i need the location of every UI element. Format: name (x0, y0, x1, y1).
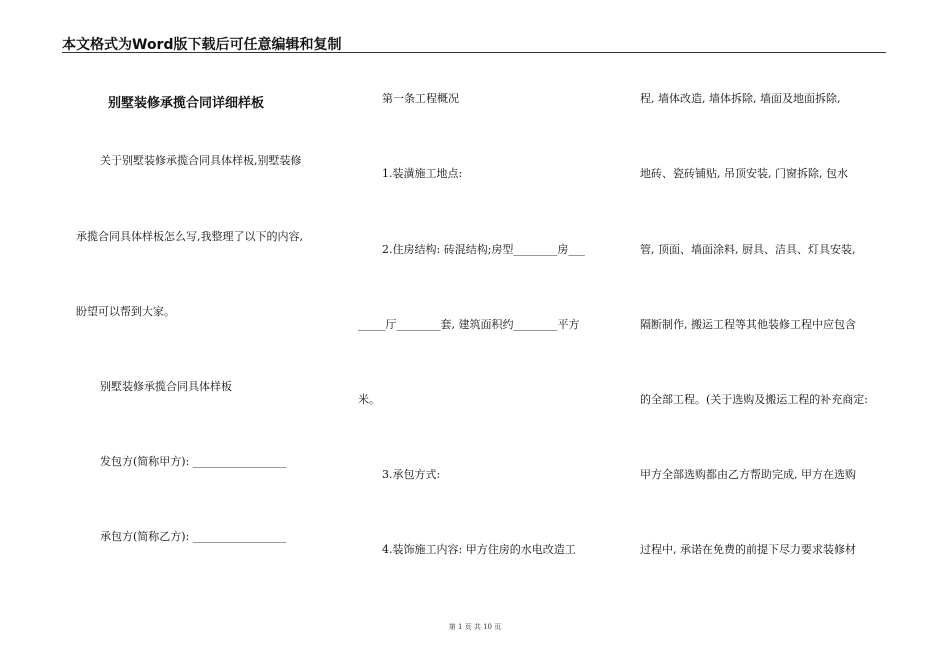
paragraph-line: 管, 顶面、墙面涂料, 厨具、洁具、灯具安装, (640, 243, 856, 256)
paragraph-line: 地砖、瓷砖铺贴, 吊顶安装, 门窗拆除, 包水 (640, 167, 848, 180)
paragraph-line: 4.装饰施工内容: 甲方住房的水电改造工 (382, 543, 576, 556)
header-divider (62, 52, 886, 53)
section-heading: 第一条工程概况 (382, 92, 459, 105)
paragraph-line: 的全部工程。(关于选购及搬运工程的补充商定: (640, 393, 868, 406)
document-title: 别墅装修承揽合同详细样板 (108, 96, 265, 111)
paragraph-line: 盼望可以帮到大家。 (76, 305, 175, 318)
paragraph-line: 甲方全部选购都由乙方帮助完成, 甲方在选购 (640, 468, 856, 481)
paragraph-line: 2.住房结构: 砖混结构;房型________房___ (382, 243, 585, 256)
paragraph-line: _____厅________套, 建筑面积约________平方 (358, 318, 580, 331)
page-number: 第 1 页 共 10 页 (448, 623, 502, 631)
header-title: 本文格式为Word版下载后可任意编辑和复制 (62, 37, 342, 53)
party-b-line: 承包方(简称乙方): _________________ (100, 530, 287, 543)
paragraph-line: 承揽合同具体样板怎么写,我整理了以下的内容, (76, 230, 303, 243)
paragraph-line: 程, 墙体改造, 墙体拆除, 墙面及地面拆除, (640, 92, 841, 105)
party-a-line: 发包方(简称甲方): _________________ (100, 455, 287, 468)
paragraph-line: 米。 (358, 393, 380, 406)
paragraph-line: 关于别墅装修承揽合同具体样板,别墅装修 (100, 154, 302, 167)
paragraph-line: 隔断制作, 搬运工程等其他装修工程中应包含 (640, 318, 856, 331)
paragraph-line: 3.承包方式: (382, 468, 441, 481)
paragraph-line: 1.装潢施工地点: (382, 167, 463, 180)
paragraph-line: 过程中, 承诺在免费的前提下尽力要求装修材 (640, 543, 856, 556)
paragraph-line: 别墅装修承揽合同具体样板 (100, 380, 232, 393)
